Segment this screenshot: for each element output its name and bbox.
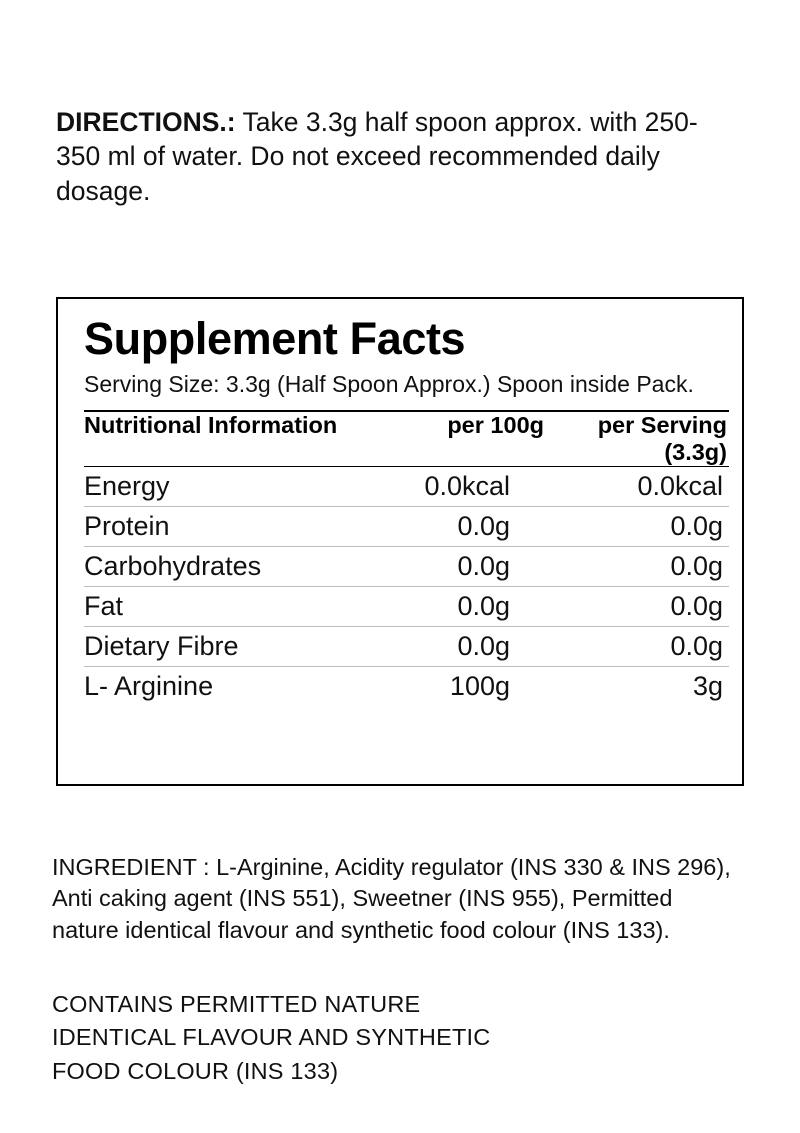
ingredients-text: INGREDIENT : L-Arginine, Acidity regulator (INS 330 & INS 296), Anti caking agent (INS 551), Sweetner (INS 955), Permitted nature identical flavour and synthetic food colour (INS 133). (52, 853, 731, 944)
nutrient-per-serving: 0.0g (566, 626, 729, 666)
directions-text: Take 3.3g half spoon approx. with 250-350 ml of water. Do not exceed recommended daily dosage. (56, 106, 698, 207)
table-row (84, 466, 729, 506)
table-header-row (84, 411, 729, 467)
contains-line-3: FOOD COLOUR (INS 133) (52, 1057, 339, 1084)
nutrient-per-serving: 3g (692, 670, 723, 701)
table-row (84, 546, 729, 586)
nutrient-per-serving: 0.0kcal (566, 466, 729, 506)
nutrient-per-100g: 0.0kcal (384, 466, 566, 506)
contains-line-2: IDENTICAL FLAVOUR AND SYNTHETIC (52, 1024, 491, 1051)
nutrient-per-100g: 100g (449, 670, 510, 701)
nutrient-per-serving: 0.0g (566, 506, 729, 546)
serving-size-text: Serving Size: 3.3g (Half Spoon Approx.) Spoon inside Pack. (84, 371, 694, 397)
nutrient-per-100g: 0.0g (384, 586, 566, 626)
table-row (84, 506, 729, 546)
supplement-facts-panel (56, 297, 744, 786)
nutrient-name: Fat (84, 586, 384, 626)
nutrient-per-serving: 0.0g (566, 546, 729, 586)
directions-paragraph (56, 105, 716, 210)
column-header-nutrient: Nutritional Information (84, 411, 384, 467)
directions-label: DIRECTIONS.: (56, 106, 236, 137)
nutrient-per-100g: 0.0g (384, 626, 566, 666)
nutrient-per-100g: 0.0g (384, 546, 566, 586)
contains-statement (52, 988, 742, 1088)
column-header-per-serving: per Serving (3.3g) (566, 411, 729, 467)
nutrient-name: Energy (84, 466, 384, 506)
nutrient-name: Protein (84, 506, 384, 546)
table-row (84, 666, 729, 706)
table-row (84, 586, 729, 626)
table-row (84, 626, 729, 666)
nutrient-per-100g: 0.0g (384, 506, 566, 546)
supplement-facts-title: Supplement Facts (84, 313, 466, 364)
nutrient-name: Dietary Fibre (84, 626, 384, 666)
column-header-per-100g: per 100g (384, 411, 566, 467)
nutrient-per-serving: 0.0g (566, 586, 729, 626)
nutrition-table (84, 410, 729, 706)
contains-line-1: CONTAINS PERMITTED NATURE (52, 991, 421, 1017)
nutrient-name: Carbohydrates (84, 546, 384, 586)
supplement-facts-inner (84, 313, 727, 706)
nutrient-name: L- Arginine (84, 670, 214, 701)
